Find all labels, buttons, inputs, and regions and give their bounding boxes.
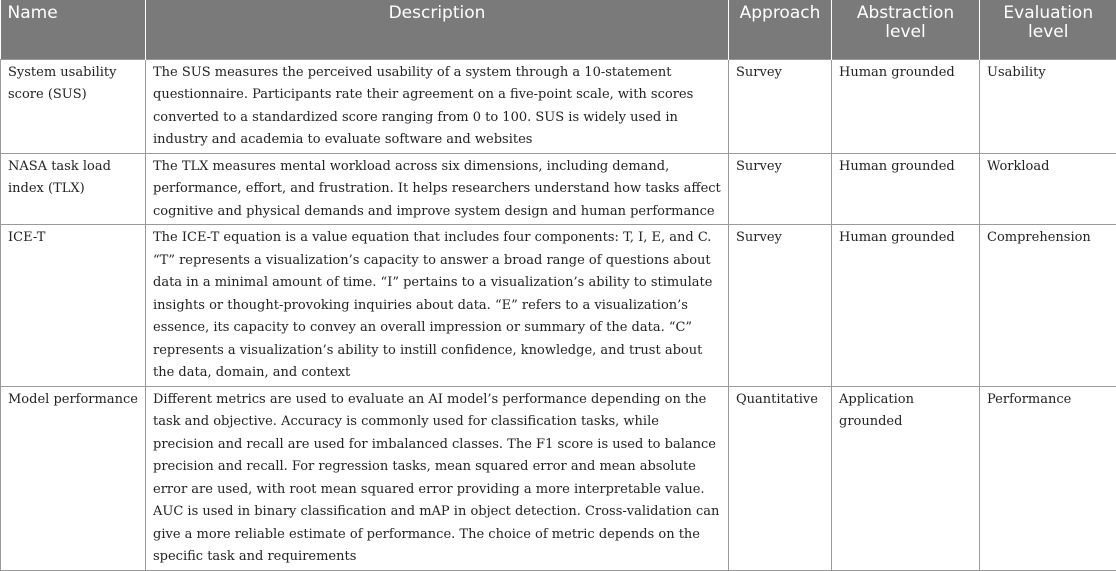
table-row: [1, 153, 1116, 225]
cell-approach: Survey: [729, 153, 832, 225]
cell-evaluation-level: Comprehension: [980, 225, 1116, 387]
cell-evaluation-level: Workload: [980, 153, 1116, 225]
cell-evaluation-level: Performance: [980, 386, 1116, 570]
cell-abstraction-level: Human grounded: [832, 59, 980, 153]
cell-approach: Quantitative: [729, 386, 832, 570]
table-row: [1, 59, 1116, 153]
cell-name: Model performance: [1, 386, 146, 570]
header-approach: Approach: [729, 0, 832, 59]
cell-description: The ICE-T equation is a value equation that includes four components: T, I, E, and C. “T” represents a visualization’s capacity to answer a broad range of questions about data in a minimal amount of time. “I” pertains to a visualization’s ability to stimulate insights or thought-provoking inquiries about data. “E” refers to a visualization’s essence, its capacity to convey an overall impression or summary of the data. “C” represents a visualization’s ability to instill confidence, knowledge, and trust about the data, domain, and context: [146, 225, 729, 387]
header-description: Description: [146, 0, 729, 59]
header-evaluation-level: Evaluation level: [980, 0, 1116, 59]
cell-description: The TLX measures mental workload across six dimensions, including demand, performance, effort, and frustration. It helps researchers understand how tasks affect cognitive and physical demands and improve system design and human performance: [146, 153, 729, 225]
cell-name: ICE-T: [1, 225, 146, 387]
header-name: Name: [1, 0, 146, 59]
cell-name: NASA task load index (TLX): [1, 153, 146, 225]
table-row: [1, 386, 1116, 570]
cell-name: System usability score (SUS): [1, 59, 146, 153]
cell-description: The SUS measures the perceived usability of a system through a 10-statement questionnaire. Participants rate their agreement on a five-point scale, with scores converted to a standardized score ranging from 0 to 100. SUS is widely used in industry and academia to evaluate software and websites: [146, 59, 729, 153]
cell-approach: Survey: [729, 225, 832, 387]
cell-evaluation-level: Usability: [980, 59, 1116, 153]
header-row: [1, 0, 1116, 59]
table-body: [1, 59, 1116, 570]
table-header: [1, 0, 1116, 59]
cell-abstraction-level: Human grounded: [832, 153, 980, 225]
cell-abstraction-level: Human grounded: [832, 225, 980, 387]
cell-approach: Survey: [729, 59, 832, 153]
cell-abstraction-level: Application grounded: [832, 386, 980, 570]
header-abstraction-level: Abstraction level: [832, 0, 980, 59]
table-row: [1, 225, 1116, 387]
cell-description: Different metrics are used to evaluate an AI model’s performance depending on the task and objective. Accuracy is commonly used for classification tasks, while precision and recall are used for imbalanced classes. The F1 score is used to balance precision and recall. For regression tasks, mean squared error and mean absolute error are used, with root mean squared error providing a more interpretable value. AUC is used in binary classification and mAP in object detection. Cross-validation can give a more reliable estimate of performance. The choice of metric depends on the specific task and requirements: [146, 386, 729, 570]
